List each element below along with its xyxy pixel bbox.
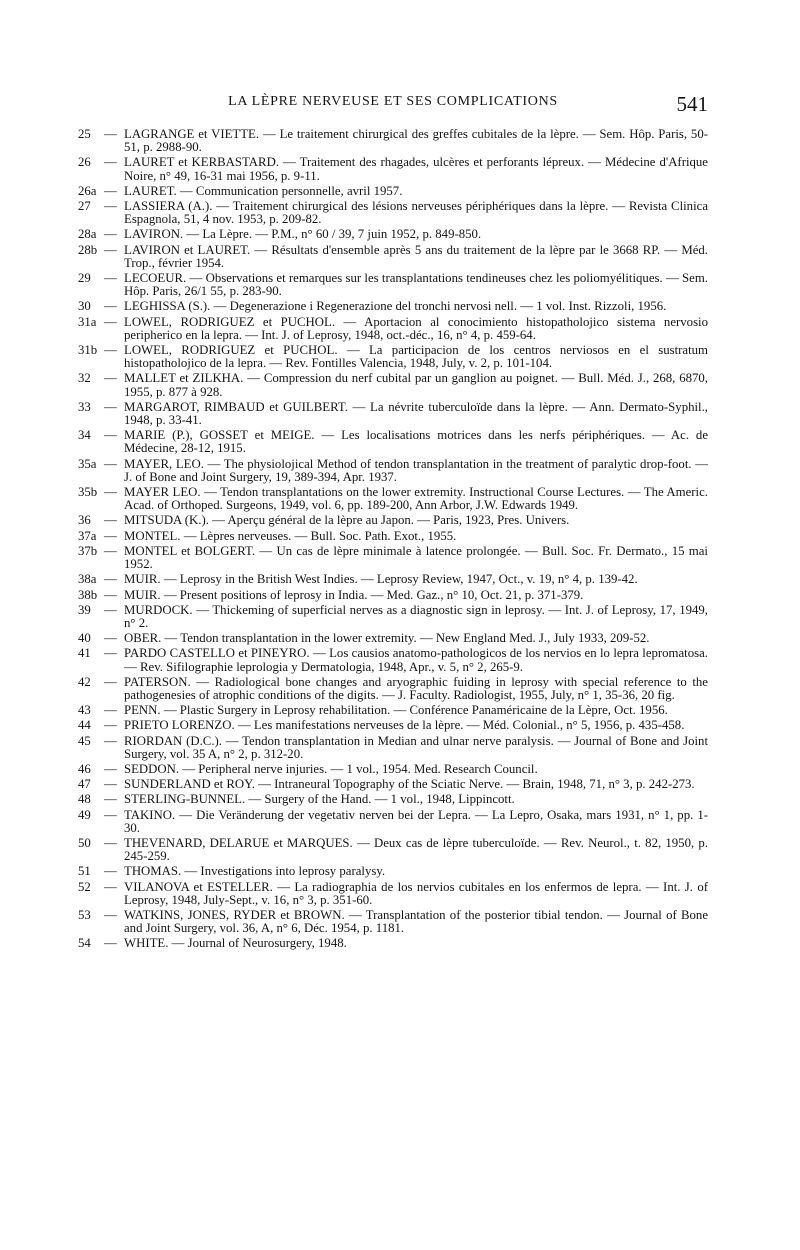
reference-number: 28b xyxy=(78,242,98,257)
reference-entry xyxy=(78,185,708,198)
reference-dash: — xyxy=(104,835,117,850)
reference-number: 43 xyxy=(78,703,91,718)
reference-number: 40 xyxy=(78,631,91,646)
reference-dash: — xyxy=(104,199,117,214)
reference-number: 37b xyxy=(78,543,98,558)
reference-entry xyxy=(78,735,708,761)
reference-entry xyxy=(78,514,708,527)
reference-dash: — xyxy=(104,761,117,776)
reference-dash: — xyxy=(104,646,117,661)
reference-entry xyxy=(78,228,708,241)
reference-number: 26 xyxy=(78,155,91,170)
reference-entry xyxy=(78,719,708,732)
reference-text: MONTEL. — Lèpres nerveuses. — Bull. Soc. Path. Exot., 1955. xyxy=(124,528,457,543)
reference-text: MAYER LEO. — Tendon transplantations on the lower extremity. Instructional Course Lectures. — The Americ. Acad. of Orthoped. Surgeons, 1949, vol. 6, pp. 189-200, Ann Arbor, J.W. Edwards 1949. xyxy=(124,485,708,513)
reference-dash: — xyxy=(104,936,117,951)
reference-text: THOMAS. — Investigations into leprosy paralysy. xyxy=(124,864,386,879)
reference-text: MONTEL et BOLGERT. — Un cas de lèpre minimale à latence prolongée. — Bull. Soc. Fr. Dermato., 15 mai 1952. xyxy=(124,543,708,572)
reference-number: 25 xyxy=(78,127,91,141)
reference-entry xyxy=(78,401,708,427)
reference-text: LOWEL, RODRIGUEZ et PUCHOL. — La participacion de los centros nerviosos en el sustratum histopatholojico de la lepra. — Rev. Fontilles Valencia, 1948, July, v. 2, p. 101-104. xyxy=(124,343,708,371)
reference-text: WATKINS, JONES, RYDER et BROWN. — Transplantation of the posterior tibial tendon. — Journal of Bone and Joint Surgery, vol. 36, A, n° 6, Déc. 1954, p. 1181. xyxy=(124,907,708,936)
reference-number: 28a xyxy=(78,227,97,242)
reference-text: PATERSON. — Radiological bone changes and aryographic fuiding in leprosy with special reference to the pathogenesies of atrophic conditions of the digits. — J. Faculty. Radiologist, 1955, July, n° 1, 35-36, 20 fig. xyxy=(124,674,708,702)
reference-number: 42 xyxy=(78,674,91,689)
reference-dash: — xyxy=(104,587,117,602)
reference-dash: — xyxy=(104,343,117,358)
reference-number: 38a xyxy=(78,572,97,587)
reference-entry xyxy=(78,316,708,342)
reference-number: 30 xyxy=(78,299,91,314)
reference-number: 52 xyxy=(78,879,91,894)
reference-dash: — xyxy=(104,127,117,141)
reference-number: 26a xyxy=(78,183,97,198)
reference-list xyxy=(78,128,708,953)
reference-entry xyxy=(78,372,708,398)
reference-dash: — xyxy=(104,428,117,443)
reference-text: VILANOVA et ESTELLER. — La radiographia de los nervios cubitales en los enfermos de lepra. — Int. J. of Leprosy, 1948, July-Sept., v. 16, n° 3, p. 351-60. xyxy=(124,879,708,907)
reference-entry xyxy=(78,128,708,154)
reference-number: 48 xyxy=(78,792,91,807)
reference-number: 29 xyxy=(78,271,91,286)
reference-number: 39 xyxy=(78,602,91,617)
reference-dash: — xyxy=(104,703,117,718)
running-head: LA LÈPRE NERVEUSE ET SES COMPLICATIONS xyxy=(228,94,558,109)
reference-entry xyxy=(78,545,708,571)
reference-text: MARGAROT, RIMBAUD et GUILBERT. — La névrite tuberculoïde dans la lèpre. — Ann. Dermato-Syphil., 1948, p. 33-41. xyxy=(124,399,708,428)
reference-number: 34 xyxy=(78,428,91,443)
reference-entry xyxy=(78,200,708,226)
reference-dash: — xyxy=(104,399,117,414)
reference-entry xyxy=(78,589,708,602)
reference-dash: — xyxy=(104,227,117,242)
reference-text: LOWEL, RODRIGUEZ et PUCHOL. — Aportacion al conocimiento histopatholojico sistema nervosio peripherico en la lepra. — Int. J. of Leprosy, 1948, oct.-déc., 16, n° 4, p. 459-64. xyxy=(124,314,708,342)
reference-text: MARIE (P.), GOSSET et MEIGE. — Les localisations motrices dans les nerfs périphériques. — Ac. de Médecine, 28-12, 1915. xyxy=(124,428,708,456)
reference-entry xyxy=(78,937,708,950)
reference-text: MUIR. — Present positions of leprosy in India. — Med. Gaz., n° 10, Oct. 21, p. 371-379. xyxy=(124,587,584,602)
reference-dash: — xyxy=(104,485,117,500)
reference-text: MURDOCK. — Thickeming of superficial nerves as a diagnostic sign in leprosy. — Int. J. of Leprosy, 17, 1949, n° 2. xyxy=(124,602,708,630)
reference-text: SEDDON. — Peripheral nerve injuries. — 1 vol., 1954. Med. Research Council. xyxy=(124,761,538,776)
reference-text: LEGHISSA (S.). — Degenerazione i Regenerazione del tronchi nervosi nell. — 1 vol. Inst. Rizzoli, 1956. xyxy=(124,299,667,314)
reference-dash: — xyxy=(104,299,117,314)
page-header xyxy=(78,92,708,118)
reference-dash: — xyxy=(104,733,117,748)
reference-number: 49 xyxy=(78,807,91,822)
reference-number: 46 xyxy=(78,761,91,776)
reference-entry xyxy=(78,881,708,907)
reference-dash: — xyxy=(104,528,117,543)
reference-entry xyxy=(78,704,708,717)
reference-dash: — xyxy=(104,314,117,329)
reference-number: 53 xyxy=(78,907,91,922)
reference-text: LAURET et KERBASTARD. — Traitement des rhagades, ulcères et perforants lépreux. — Médecine d'Afrique Noire, n° 49, 16-31 mai 1956, p. 9-11. xyxy=(124,155,708,183)
reference-dash: — xyxy=(104,674,117,689)
reference-entry xyxy=(78,530,708,543)
reference-text: PARDO CASTELLO et PINEYRO. — Los causios anatomo-pathologicos de los nervios en lo lepra lepromatosa. — Rev. Sifilographie leprologia y Dermatologia, 1948, Apr., v. 5, n° 2, 265-9. xyxy=(124,646,708,674)
reference-text: THEVENARD, DELARUE et MARQUES. — Deux cas de lèpre tuberculoïde. — Rev. Neurol., t. 82, 1950, p. 245-259. xyxy=(124,835,708,864)
reference-number: 32 xyxy=(78,371,91,386)
reference-number: 51 xyxy=(78,864,91,879)
reference-number: 35a xyxy=(78,456,97,471)
reference-entry xyxy=(78,344,708,370)
reference-text: LAVIRON. — La Lèpre. — P.M., n° 60 / 39, 7 juin 1952, p. 849-850. xyxy=(124,227,482,242)
reference-text: PRIETO LORENZO. — Les manifestations nerveuses de la lèpre. — Méd. Colonial., n° 5, 1956, p. 435-458. xyxy=(124,718,685,733)
reference-dash: — xyxy=(104,864,117,879)
reference-number: 31a xyxy=(78,314,97,329)
reference-dash: — xyxy=(104,572,117,587)
reference-entry xyxy=(78,272,708,298)
reference-text: LAVIRON et LAURET. — Résultats d'ensemble après 5 ans du traitement de la lèpre par le 3668 RP. — Méd. Trop., février 1954. xyxy=(124,242,708,270)
reference-dash: — xyxy=(104,513,117,528)
reference-text: LECOEUR. — Observations et remarques sur les transplantations tendineuses chez les poliomyélitiques. — Sem. Hôp. Paris, 26/1 55, p. 283-90. xyxy=(124,271,708,299)
reference-text: MUIR. — Leprosy in the British West Indies. — Leprosy Review, 1947, Oct., v. 19, n° 4, p. 139-42. xyxy=(124,572,638,587)
reference-entry xyxy=(78,865,708,878)
reference-number: 41 xyxy=(78,646,91,661)
reference-text: LAURET. — Communication personnelle, avril 1957. xyxy=(124,183,403,198)
reference-entry xyxy=(78,429,708,455)
reference-number: 44 xyxy=(78,718,91,733)
reference-number: 27 xyxy=(78,199,91,214)
reference-dash: — xyxy=(104,879,117,894)
reference-entry xyxy=(78,809,708,835)
page-number: 541 xyxy=(676,92,708,116)
reference-dash: — xyxy=(104,456,117,471)
reference-dash: — xyxy=(104,371,117,386)
reference-number: 45 xyxy=(78,733,91,748)
reference-text: RIORDAN (D.C.). — Tendon transplantation in Median and ulnar nerve paralysis. — Journal of Bone and Joint Surgery, vol. 35 A, n° 2, p. 312-20. xyxy=(124,733,708,761)
reference-text: LASSIERA (A.). — Traitement chirurgical des lésions nerveuses périphériques dans la lèpre. — Revista Clinica Espagnola, 51, 4 nov. 1953, p. 209-82. xyxy=(124,199,708,227)
reference-text: STERLING-BUNNEL. — Surgery of the Hand. — 1 vol., 1948, Lippincott. xyxy=(124,792,515,807)
reference-text: WHITE. — Journal of Neurosurgery, 1948. xyxy=(124,936,347,951)
reference-dash: — xyxy=(104,631,117,646)
reference-dash: — xyxy=(104,807,117,822)
reference-dash: — xyxy=(104,155,117,170)
reference-text: MAYER, LEO. — The physiolojical Method of tendon transplantation in the treatment of paralytic drop-foot. — J. of Bone and Joint Surgery, 19, 389-394, Apr. 1937. xyxy=(124,456,708,484)
reference-text: PENN. — Plastic Surgery in Leprosy rehabilitation. — Conférence Panaméricaine de la Lèpre, Oct. 1956. xyxy=(124,703,668,718)
reference-dash: — xyxy=(104,718,117,733)
reference-number: 36 xyxy=(78,513,91,528)
reference-text: MALLET et ZILKHA. — Compression du nerf cubital par un ganglion au poignet. — Bull. Méd. J., 268, 6870, 1955, p. 877 à 928. xyxy=(124,371,708,399)
reference-number: 54 xyxy=(78,936,91,951)
reference-dash: — xyxy=(104,777,117,792)
reference-entry xyxy=(78,763,708,776)
reference-entry xyxy=(78,632,708,645)
reference-entry xyxy=(78,647,708,673)
reference-entry xyxy=(78,300,708,313)
reference-text: LAGRANGE et VIETTE. — Le traitement chirurgical des greffes cubitales de la lèpre. — Sem. Hôp. Paris, 50-51, p. 2988-90. xyxy=(124,127,708,155)
reference-dash: — xyxy=(104,242,117,257)
reference-number: 33 xyxy=(78,399,91,414)
reference-entry xyxy=(78,156,708,182)
reference-entry xyxy=(78,458,708,484)
reference-entry xyxy=(78,676,708,702)
reference-dash: — xyxy=(104,792,117,807)
reference-entry xyxy=(78,244,708,270)
reference-dash: — xyxy=(104,602,117,617)
reference-number: 38b xyxy=(78,587,98,602)
reference-text: SUNDERLAND et ROY. — Intraneural Topography of the Sciatic Nerve. — Brain, 1948, 71, n° 3, p. 242-273. xyxy=(124,777,695,792)
reference-dash: — xyxy=(104,271,117,286)
reference-number: 50 xyxy=(78,835,91,850)
reference-dash: — xyxy=(104,183,117,198)
reference-text: MITSUDA (K.). — Aperçu général de la lèpre au Japon. — Paris, 1923, Pres. Univers. xyxy=(124,513,570,528)
reference-number: 35b xyxy=(78,485,98,500)
reference-entry xyxy=(78,573,708,586)
reference-text: TAKINO. — Die Veränderung der vegetativ nerven bei der Lepra. — La Lepro, Osaka, mars 1931, n° 1, pp. 1-30. xyxy=(124,807,708,835)
reference-entry xyxy=(78,837,708,863)
reference-entry xyxy=(78,909,708,935)
reference-entry xyxy=(78,778,708,791)
reference-entry xyxy=(78,604,708,630)
reference-number: 31b xyxy=(78,343,98,358)
reference-text: OBER. — Tendon transplantation in the lower extremity. — New England Med. J., July 1933, 209-52. xyxy=(124,631,650,646)
reference-entry xyxy=(78,793,708,806)
reference-dash: — xyxy=(104,543,117,558)
reference-dash: — xyxy=(104,907,117,922)
reference-number: 47 xyxy=(78,777,91,792)
reference-number: 37a xyxy=(78,528,97,543)
reference-entry xyxy=(78,486,708,512)
